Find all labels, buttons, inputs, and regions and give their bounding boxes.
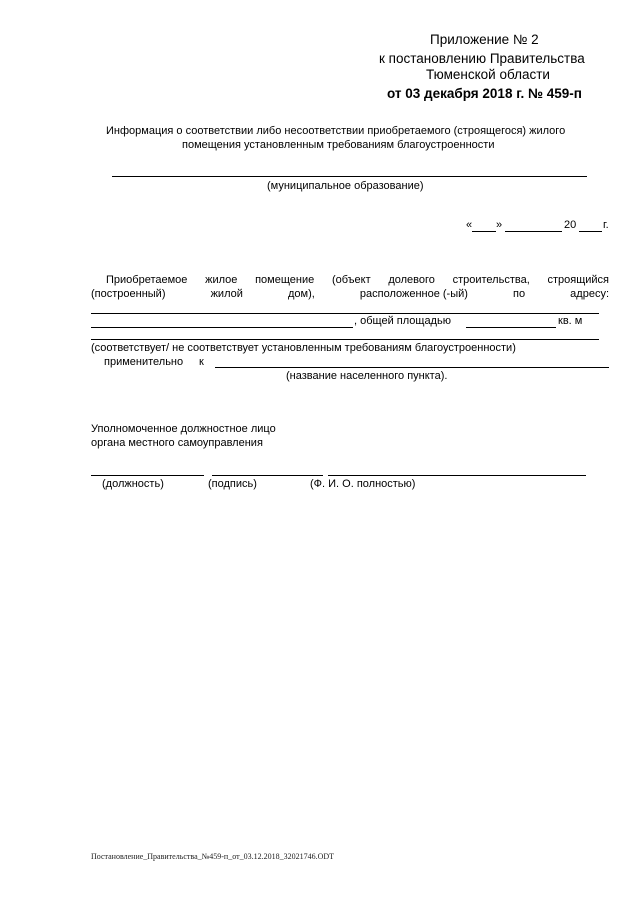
date-close-quote: » <box>496 219 503 231</box>
position-line <box>91 475 204 476</box>
municipal-line <box>112 176 587 177</box>
word: строительства, <box>452 274 530 286</box>
settlement-line <box>215 367 609 368</box>
applicable-word: применительно <box>104 356 184 368</box>
word: адресу: <box>570 288 609 300</box>
apt-unit-label: кв. м <box>558 315 583 327</box>
date-year-suffix: г. <box>603 219 609 231</box>
date-open-quote: « <box>466 219 473 231</box>
full-name-caption: (Ф. И. О. полностью) <box>310 478 416 490</box>
footer-filename: Постановление_Правительства_№459-п_от_03.12.2018_32021746.ODT <box>91 852 335 861</box>
word: (построенный) <box>91 288 166 300</box>
region-name: Тюменской области <box>426 67 550 82</box>
word: жилое <box>205 274 238 286</box>
word: по <box>513 288 526 300</box>
document-title-line2: помещения установленным требованиям благоустроенности <box>182 139 495 151</box>
full-name-line <box>328 475 586 476</box>
appendix-number: Приложение № 2 <box>430 32 539 47</box>
position-caption: (должность) <box>102 478 164 490</box>
decree-reference: к постановлению Правительства <box>379 51 585 66</box>
word: долевого <box>388 274 435 286</box>
to-word: к <box>199 356 204 368</box>
date-month-line <box>505 231 562 232</box>
official-title-line1: Уполномоченное должностное лицо <box>91 423 276 435</box>
document-title-line1: Информация о соответствии либо несоответствии приобретаемого (строящегося) жилого <box>106 125 566 137</box>
word: расположенное (-ый) <box>359 288 468 300</box>
word: дом), <box>287 288 315 300</box>
municipal-caption: (муниципальное образование) <box>267 180 424 192</box>
signature-line <box>212 475 323 476</box>
date-year-line <box>579 231 602 232</box>
area-line <box>466 327 556 328</box>
date-day-line <box>472 231 496 232</box>
word: (объект <box>331 274 371 286</box>
address-line <box>91 313 599 314</box>
word: жилой <box>210 288 243 300</box>
official-title-line2: органа местного самоуправления <box>91 437 263 449</box>
date-year-prefix: 20 <box>564 219 577 231</box>
blank-line <box>91 339 599 340</box>
decree-date: от 03 декабря 2018 г. № 459-п <box>387 86 582 101</box>
paragraph-line-1 <box>106 274 609 286</box>
compliance-text: (соответствует/ не соответствует установленным требованиям благоустроенности) <box>91 342 516 354</box>
word: помещение <box>255 274 315 286</box>
signature-caption: (подпись) <box>208 478 257 490</box>
paragraph-line-2 <box>91 288 609 300</box>
word: Приобретаемое <box>106 274 188 286</box>
address-line-2 <box>91 327 353 328</box>
word: строящийся <box>547 274 609 286</box>
settlement-caption: (название населенного пункта). <box>286 370 448 382</box>
area-label: , общей площадью <box>354 315 451 327</box>
